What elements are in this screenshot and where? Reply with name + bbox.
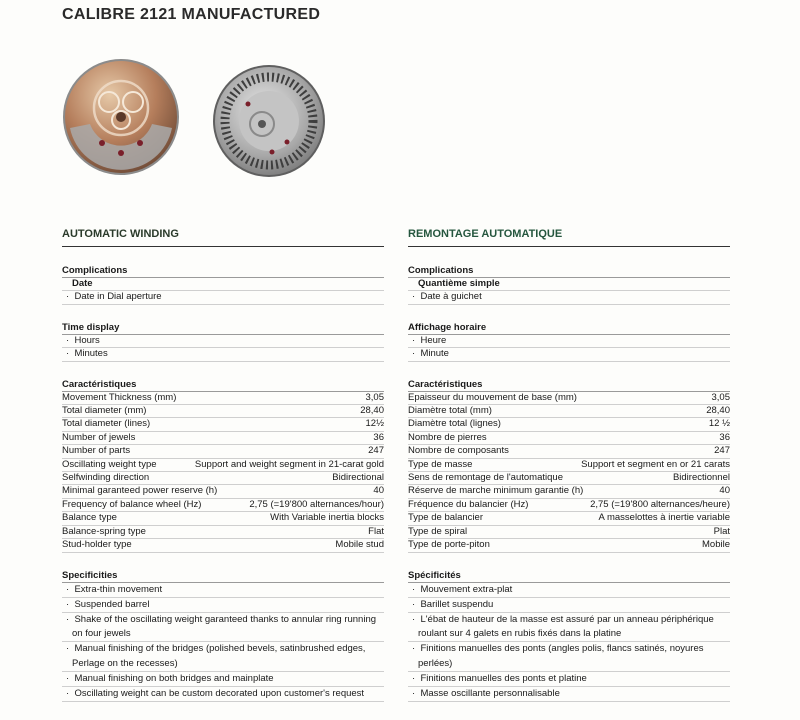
row-label: Diamètre total (lignes): [408, 418, 501, 430]
table-row: [62, 539, 384, 552]
page-title: CALIBRE 2121 MANUFACTURED: [62, 6, 321, 23]
row-label: Total diameter (lines): [62, 418, 151, 430]
list-item: · Shake of the oscillating weight garanteed thanks to annular ring running on four jewels: [62, 613, 384, 642]
row-value: 28,40: [360, 405, 384, 417]
row-label: Type de masse: [408, 458, 473, 470]
row-label: Réserve de marche minimum garantie (h): [408, 485, 584, 497]
row-value: 28,40: [706, 405, 730, 417]
row-value: Mobile stud: [335, 539, 384, 551]
row-label: Type de balancier: [408, 512, 483, 524]
time-display-section: [408, 322, 730, 362]
row-label: Total diameter (mm): [62, 405, 147, 417]
row-value: 3,05: [711, 391, 730, 403]
row-label: Balance-spring type: [62, 525, 146, 537]
section-title: Caractéristiques: [408, 379, 730, 392]
row-label: Fréquence du balancier (Hz): [408, 498, 529, 510]
list-item: · Manual finishing on both bridges and mainplate: [62, 672, 384, 687]
row-label: Minimal garanteed power reserve (h): [62, 485, 218, 497]
row-value: Support and weight segment in 21-carat gold: [194, 458, 384, 470]
row-value: Bidirectionnel: [672, 472, 730, 484]
list-item: · Manual finishing of the bridges (polished bevels, satinbrushed edges, Perlage on the recesses): [62, 642, 384, 671]
table-row: [408, 526, 730, 539]
table-row: [62, 445, 384, 458]
row-label: Nombre de composants: [408, 445, 509, 457]
row-value: Mobile: [702, 539, 730, 551]
table-row: [62, 526, 384, 539]
row-label: Stud-holder type: [62, 539, 132, 551]
row-value: 3,05: [365, 391, 384, 403]
row-label: Number of jewels: [62, 431, 136, 443]
row-value: A masselottes à inertie variable: [598, 512, 730, 524]
row-value: Support et segment en or 21 carats: [581, 458, 730, 470]
row-label: Movement Thickness (mm): [62, 391, 177, 403]
section-title: Spécificités: [408, 570, 730, 583]
table-row: [62, 499, 384, 512]
table-row: [408, 512, 730, 525]
row-label: Type de porte-piton: [408, 539, 490, 551]
list-item: · Hours: [62, 335, 384, 348]
table-row: [62, 485, 384, 498]
row-value: 2,75 (=19'800 alternances/heure): [590, 498, 730, 510]
row-label: Balance type: [62, 512, 117, 524]
section-title: Caractéristiques: [62, 379, 384, 392]
list-item: · Barillet suspendu: [408, 598, 730, 613]
section-title: Complications: [408, 265, 730, 278]
table-row: [62, 418, 384, 431]
table-row: [62, 432, 384, 445]
table-row: [408, 472, 730, 485]
section-title: Specificities: [62, 570, 384, 583]
english-column: [62, 228, 384, 719]
row-label: Number of parts: [62, 445, 131, 457]
list-item: · Suspended barrel: [62, 598, 384, 613]
row-value: 247: [714, 445, 730, 457]
list-item: · Minute: [408, 348, 730, 361]
row-value: With Variable inertia blocks: [270, 512, 384, 524]
list-item: · Masse oscillante personnalisable: [408, 687, 730, 702]
characteristics-section: [62, 379, 384, 553]
characteristics-section: [408, 379, 730, 553]
table-row: [408, 539, 730, 552]
row-value: 12 ½: [708, 418, 730, 430]
complications-section: [62, 265, 384, 305]
table-row: [408, 405, 730, 418]
row-label: Diamètre total (mm): [408, 405, 492, 417]
row-value: 36: [719, 431, 730, 443]
table-row: [62, 392, 384, 405]
row-value: 2,75 (=19'800 alternances/hour): [249, 498, 384, 510]
specificities-section: [408, 570, 730, 703]
table-row: [408, 485, 730, 498]
list-item: · Date in Dial aperture: [62, 291, 384, 304]
row-value: 36: [373, 431, 384, 443]
table-row: [62, 405, 384, 418]
row-label: Frequency of balance wheel (Hz): [62, 498, 202, 510]
list-item: · Date à guichet: [408, 291, 730, 304]
complication-name: Date: [62, 278, 384, 291]
row-label: Oscillating weight type: [62, 458, 157, 470]
movement-dial-side-image: [212, 64, 326, 178]
list-item: · Minutes: [62, 348, 384, 361]
row-value: 40: [719, 485, 730, 497]
table-row: [408, 499, 730, 512]
row-value: Bidirectional: [332, 472, 384, 484]
list-item: · L'ébat de hauteur de la masse est assuré par un anneau périphérique roulant sur 4 galets en rubis fixés dans la platine: [408, 613, 730, 642]
specificities-section: [62, 570, 384, 703]
row-value: Flat: [368, 525, 384, 537]
table-row: [408, 445, 730, 458]
table-row: [62, 512, 384, 525]
row-label: Sens de remontage de l'automatique: [408, 472, 563, 484]
row-value: Plat: [713, 525, 730, 537]
complications-section: [408, 265, 730, 305]
table-row: [62, 472, 384, 485]
list-item: · Mouvement extra-plat: [408, 583, 730, 598]
movement-rotor-side-image: [62, 58, 180, 176]
column-heading: AUTOMATIC WINDING: [62, 228, 384, 247]
list-item: · Extra-thin movement: [62, 583, 384, 598]
table-row: [408, 432, 730, 445]
row-label: Nombre de pierres: [408, 431, 487, 443]
row-value: 247: [368, 445, 384, 457]
section-title: Complications: [62, 265, 384, 278]
complication-name: Quantième simple: [408, 278, 730, 291]
row-value: 12½: [365, 418, 384, 430]
section-title: Affichage horaire: [408, 322, 730, 335]
section-title: Time display: [62, 322, 384, 335]
row-label: Epaisseur du mouvement de base (mm): [408, 391, 577, 403]
french-column: [408, 228, 730, 719]
time-display-section: [62, 322, 384, 362]
list-item: · Finitions manuelles des ponts (angles polis, flancs satinés, noyures perlées): [408, 642, 730, 671]
column-heading: REMONTAGE AUTOMATIQUE: [408, 228, 730, 247]
list-item: · Finitions manuelles des ponts et platine: [408, 672, 730, 687]
table-row: [62, 459, 384, 472]
row-label: Type de spiral: [408, 525, 468, 537]
row-value: 40: [373, 485, 384, 497]
table-row: [408, 392, 730, 405]
list-item: · Oscillating weight can be custom decorated upon customer's request: [62, 687, 384, 702]
table-row: [408, 418, 730, 431]
row-label: Selfwinding direction: [62, 472, 150, 484]
list-item: · Heure: [408, 335, 730, 348]
table-row: [408, 459, 730, 472]
